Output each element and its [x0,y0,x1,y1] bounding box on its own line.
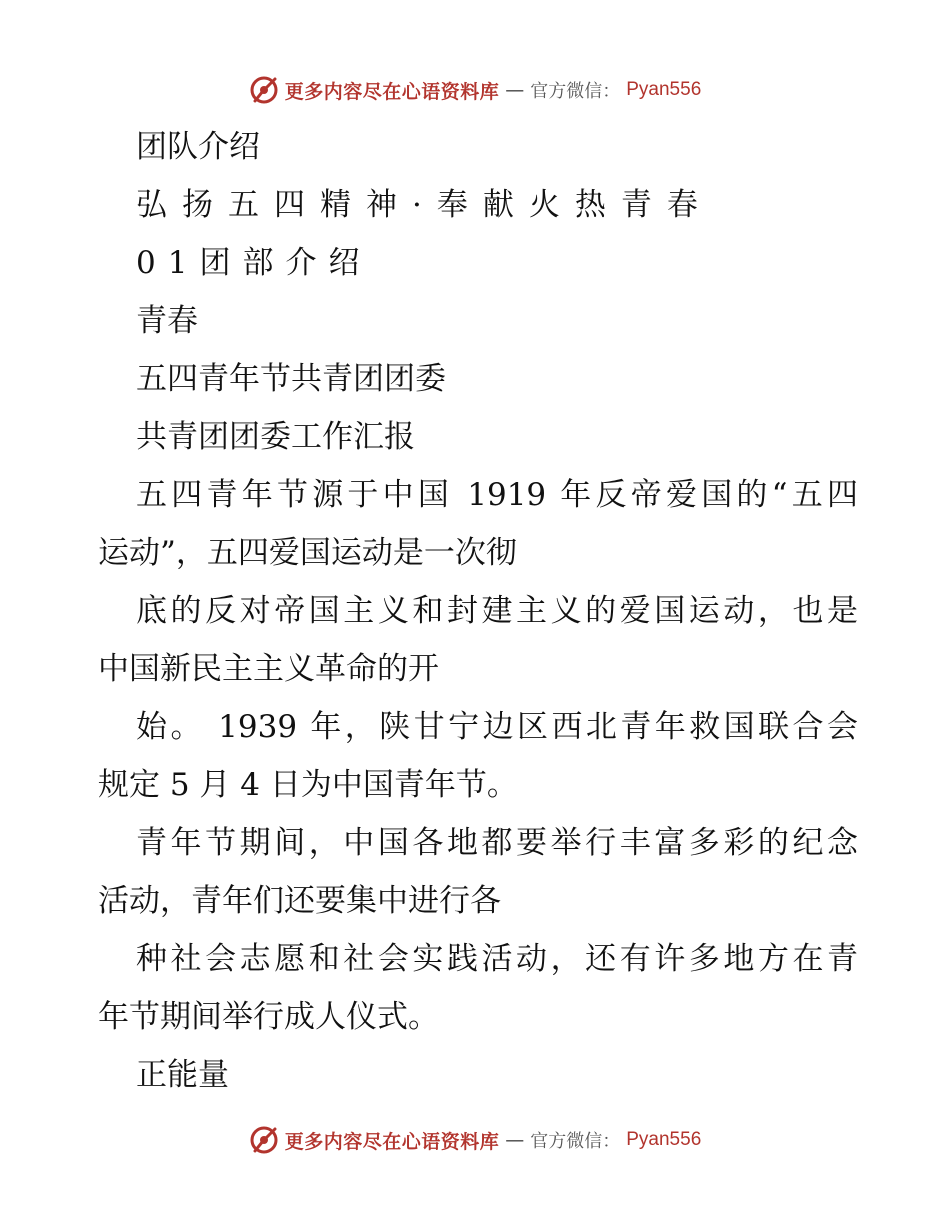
pen-logo-icon [249,1125,279,1155]
document-body [98,118,858,1104]
report-title: 共青团团委工作汇报 [136,419,415,455]
closing-keyword: 正能量 [136,1057,229,1093]
footer-ad-text: 更多内容尽在心语资料库 [284,1130,500,1153]
paragraph-line: 底的反对帝国主义和封建主义的爱国运动，也是 [136,593,858,629]
header-contact-id: Pyan556 [626,79,702,100]
paragraph-line: 运动”，五四爱国运动是一次彻 [98,535,517,571]
footer-contact-id: Pyan556 [626,1129,702,1150]
paragraph-line: 中国新民主主义革命的开 [98,651,439,687]
paragraph-line: 始。 1939 年，陕甘宁边区西北青年救国联合会 [136,709,858,745]
paragraph-line: 活动，青年们还要集中进行各 [98,883,501,919]
paragraph-line: 规定 5 月 4 日为中国青年节。 [98,767,518,803]
slogan: 弘扬五四精神·奉献火热青春 [136,187,713,223]
footer-dash: — [505,1129,525,1151]
section-subtitle: 01团部介绍 [136,245,372,281]
footer-banner [0,1120,950,1160]
header-dash: — [505,79,525,101]
title-line: 五四青年节共青团团委 [136,361,446,397]
paragraph-line: 种社会志愿和社会实践活动，还有许多地方在青 [136,941,858,977]
footer-contact-label: 官方微信： [530,1131,621,1152]
paragraph-line: 青年节期间，中国各地都要举行丰富多彩的纪念 [136,825,858,861]
header-contact-label: 官方微信： [530,81,621,102]
section-heading: 团队介绍 [136,129,260,165]
header-banner [0,70,950,110]
paragraph-line: 年节期间举行成人仪式。 [98,999,439,1035]
keyword-youth: 青春 [136,303,198,339]
header-ad-text: 更多内容尽在心语资料库 [284,80,500,103]
pen-logo-icon [249,75,279,105]
paragraph-line: 五四青年节源于中国 1919 年反帝爱国的“五四 [136,477,858,513]
